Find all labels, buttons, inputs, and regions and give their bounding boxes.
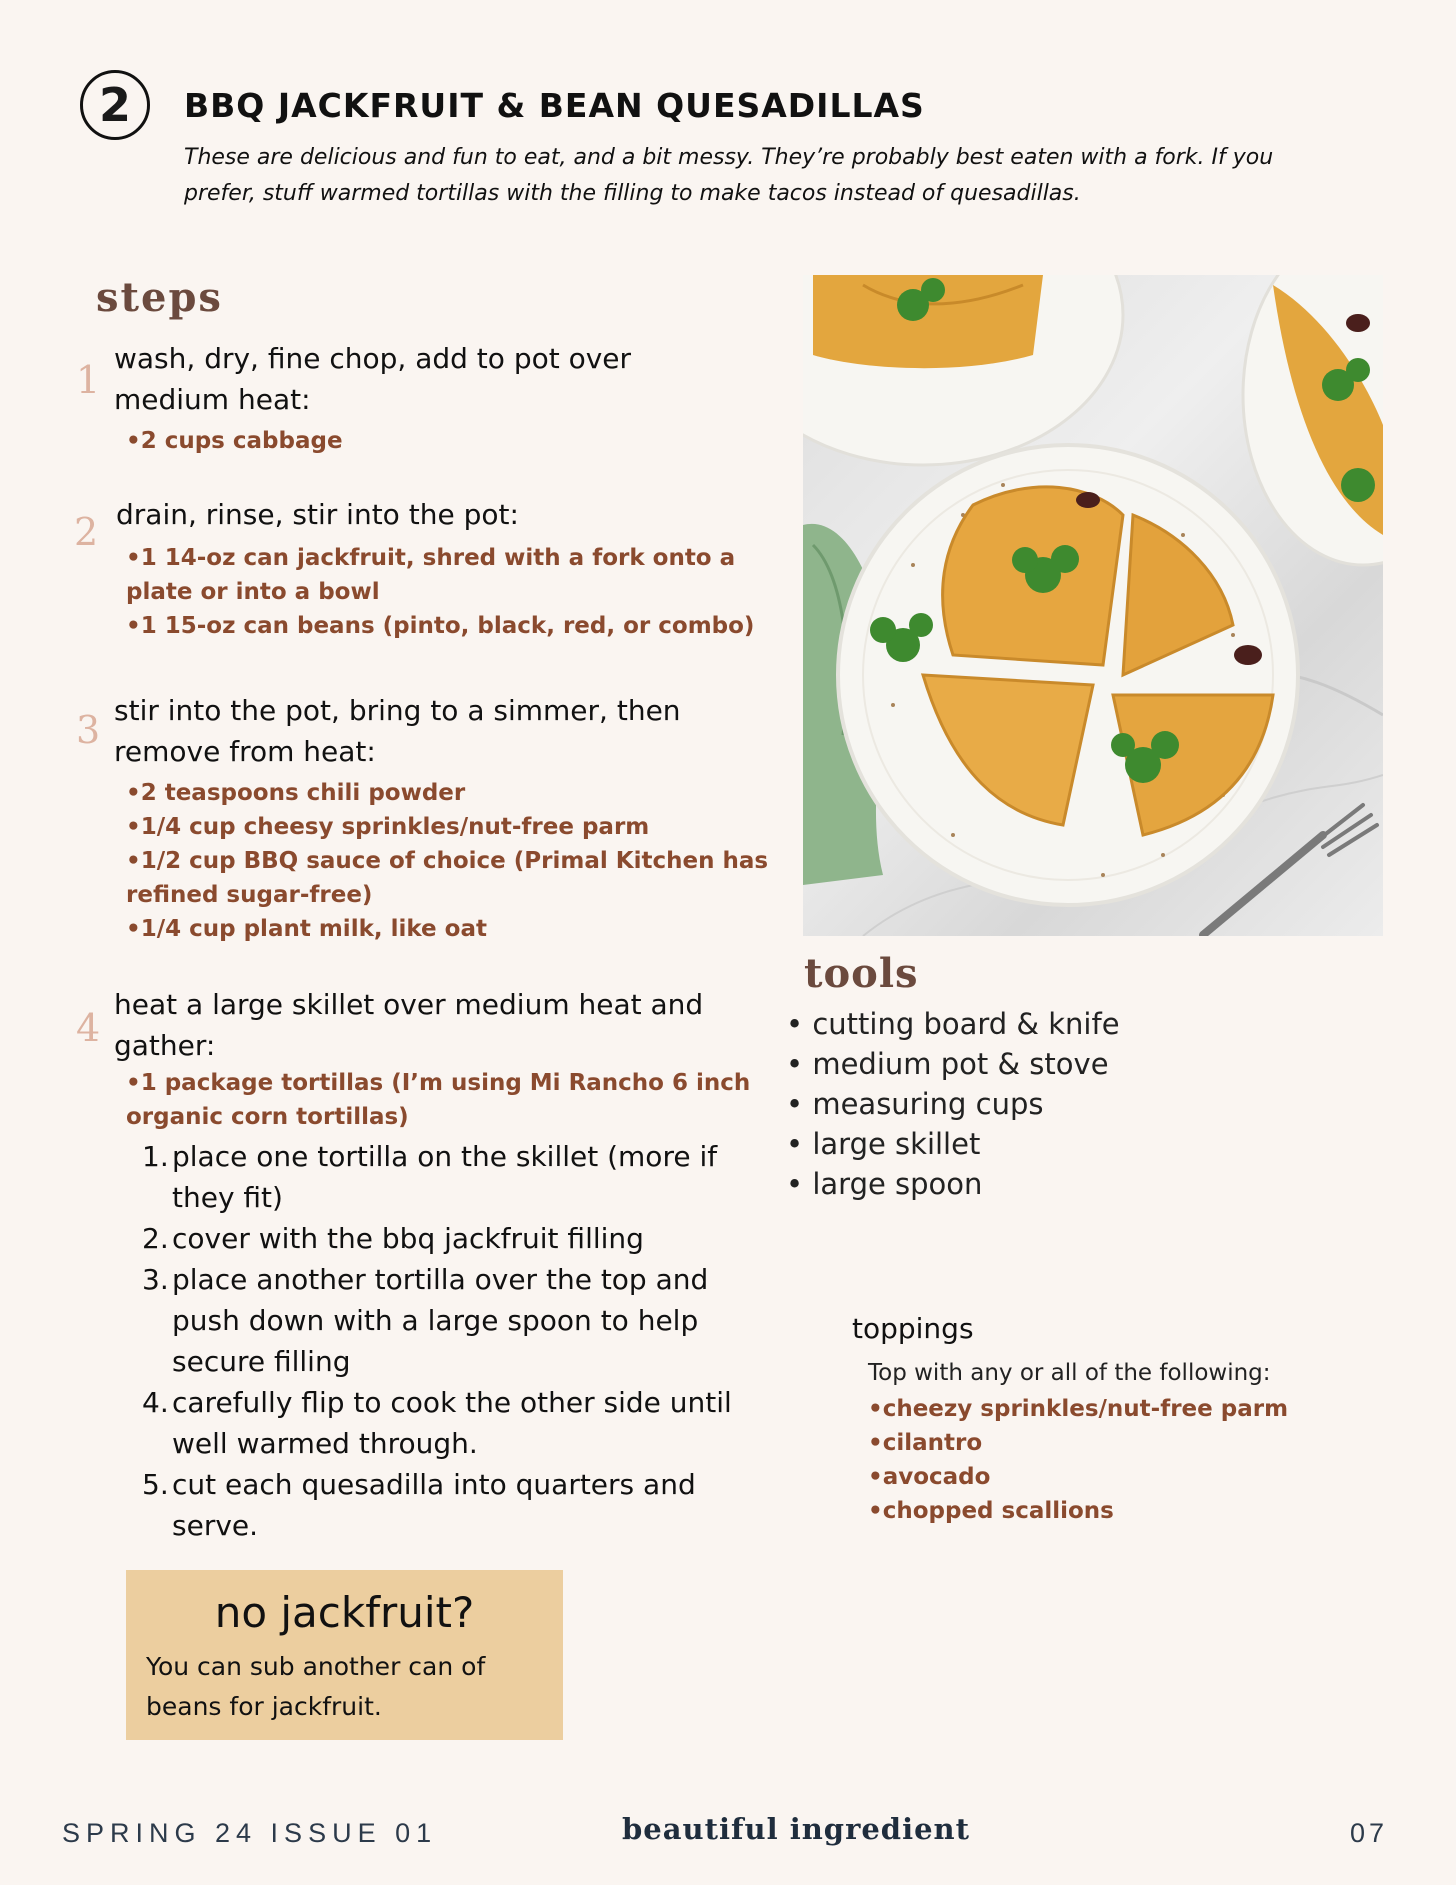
recipe-intro-line: These are delicious and fun to eat, and a bit messy. They’re probably best eaten with a fork. If you [184,145,1274,170]
tool-item: • measuring cups [786,1084,1120,1124]
sub-step-line: place one tortilla on the skillet (more if [172,1140,718,1173]
toppings-heading: toppings [852,1312,974,1345]
footer-brand: beautiful ingredient [622,1812,971,1846]
sub-step [142,1464,774,1546]
step-number-3: 3 [76,708,101,752]
sub-step-number: 2. [142,1222,169,1255]
topping-item: •cilantro [868,1430,983,1456]
step-2 [116,494,756,643]
sub-step-number: 1. [142,1140,169,1173]
tool-item: • cutting board & knife [786,1004,1120,1044]
step-1 [114,338,714,458]
recipe-intro-line: prefer, stuff warmed tortillas with the filling to make tacos instead of quesadillas. [184,181,1081,206]
sub-step-line: place another tortilla over the top and [172,1263,709,1296]
quesadilla-illustration [803,275,1383,936]
step-text: gather: [114,1029,216,1062]
sub-step-line: serve. [172,1509,259,1542]
ingredient-item: •2 teaspoons chili powder [126,780,466,806]
sub-step-number: 5. [142,1468,169,1501]
callout-text [146,1647,543,1727]
topping-item: •cheezy sprinkles/nut-free parm [868,1396,1289,1422]
ingredient-item: organic corn tortillas) [126,1104,409,1130]
recipe-number-badge: 2 [80,70,150,140]
quesadilla-photo [803,275,1383,936]
sub-step-number: 3. [142,1263,169,1296]
callout-title: no jackfruit? [214,1588,475,1637]
ingredient-list [126,424,714,458]
page-number: 07 [1350,1818,1389,1848]
sub-step-text [172,1382,732,1464]
sub-step-text [172,1464,696,1546]
step-number-4: 4 [76,1006,101,1050]
ingredient-item: •1 package tortillas (I’m using Mi Rancho 6 inch [126,1070,751,1096]
sub-step-line: secure filling [172,1345,351,1378]
recipe-intro [184,140,1334,212]
tools-list [786,1004,1120,1204]
ingredient-item: •1 14-oz can jackfruit, shred with a fork onto a [126,545,736,571]
callout-line: beans for jackfruit. [146,1692,382,1721]
ingredient-item: •1/4 cup plant milk, like oat [126,916,487,942]
ingredient-list [126,541,756,643]
toppings-intro: Top with any or all of the following: [868,1360,1271,1386]
step-4 [114,984,774,1546]
sub-step-text [172,1136,717,1218]
topping-item: •chopped scallions [868,1498,1114,1524]
footer-issue: SPRING 24 ISSUE 01 [62,1818,438,1848]
ingredient-list [126,776,774,946]
sub-step-text [172,1259,708,1382]
tool-item: • large spoon [786,1164,1120,1204]
ingredient-item: •1 15-oz can beans (pinto, black, red, or combo) [126,613,755,639]
ingredient-list [126,1066,774,1134]
step-text: stir into the pot, bring to a simmer, then [114,694,681,727]
sub-steps-list [142,1136,774,1546]
sub-step-line: they fit) [172,1181,283,1214]
step-text: remove from heat: [114,735,376,768]
topping-item: •avocado [868,1464,991,1490]
sub-step-line: carefully flip to cook the other side until [172,1386,732,1419]
step-number-2: 2 [74,510,99,554]
sub-step-number: 4. [142,1386,169,1419]
tool-item: • medium pot & stove [786,1044,1120,1084]
step-3 [114,690,774,946]
step-text: medium heat: [114,383,311,416]
sub-step [142,1382,774,1464]
ingredient-item: plate or into a bowl [126,579,380,605]
steps-heading: steps [96,274,223,321]
sub-step-text [172,1218,644,1259]
sub-step-line: cover with the bbq jackfruit filling [172,1222,644,1255]
recipe-title: BBQ JACKFRUIT & BEAN QUESADILLAS [184,86,925,125]
sub-step [142,1136,774,1218]
step-number-1: 1 [76,358,101,402]
tools-heading: tools [804,950,919,997]
sub-step [142,1259,774,1382]
sub-step [142,1218,774,1259]
no-jackfruit-callout [126,1570,563,1740]
ingredient-item: •2 cups cabbage [126,428,343,454]
sub-step-line: cut each quesadilla into quarters and [172,1468,696,1501]
step-text: heat a large skillet over medium heat and [114,988,704,1021]
step-text: drain, rinse, stir into the pot: [116,498,519,531]
callout-line: You can sub another can of [146,1652,486,1681]
ingredient-item: •1/4 cup cheesy sprinkles/nut-free parm [126,814,650,840]
step-text: wash, dry, fine chop, add to pot over [114,342,632,375]
ingredient-item: refined sugar-free) [126,882,373,908]
toppings-list [868,1392,1288,1528]
tool-item: • large skillet [786,1124,1120,1164]
sub-step-line: push down with a large spoon to help [172,1304,699,1337]
sub-step-line: well warmed through. [172,1427,478,1460]
ingredient-item: •1/2 cup BBQ sauce of choice (Primal Kitchen has [126,848,769,874]
